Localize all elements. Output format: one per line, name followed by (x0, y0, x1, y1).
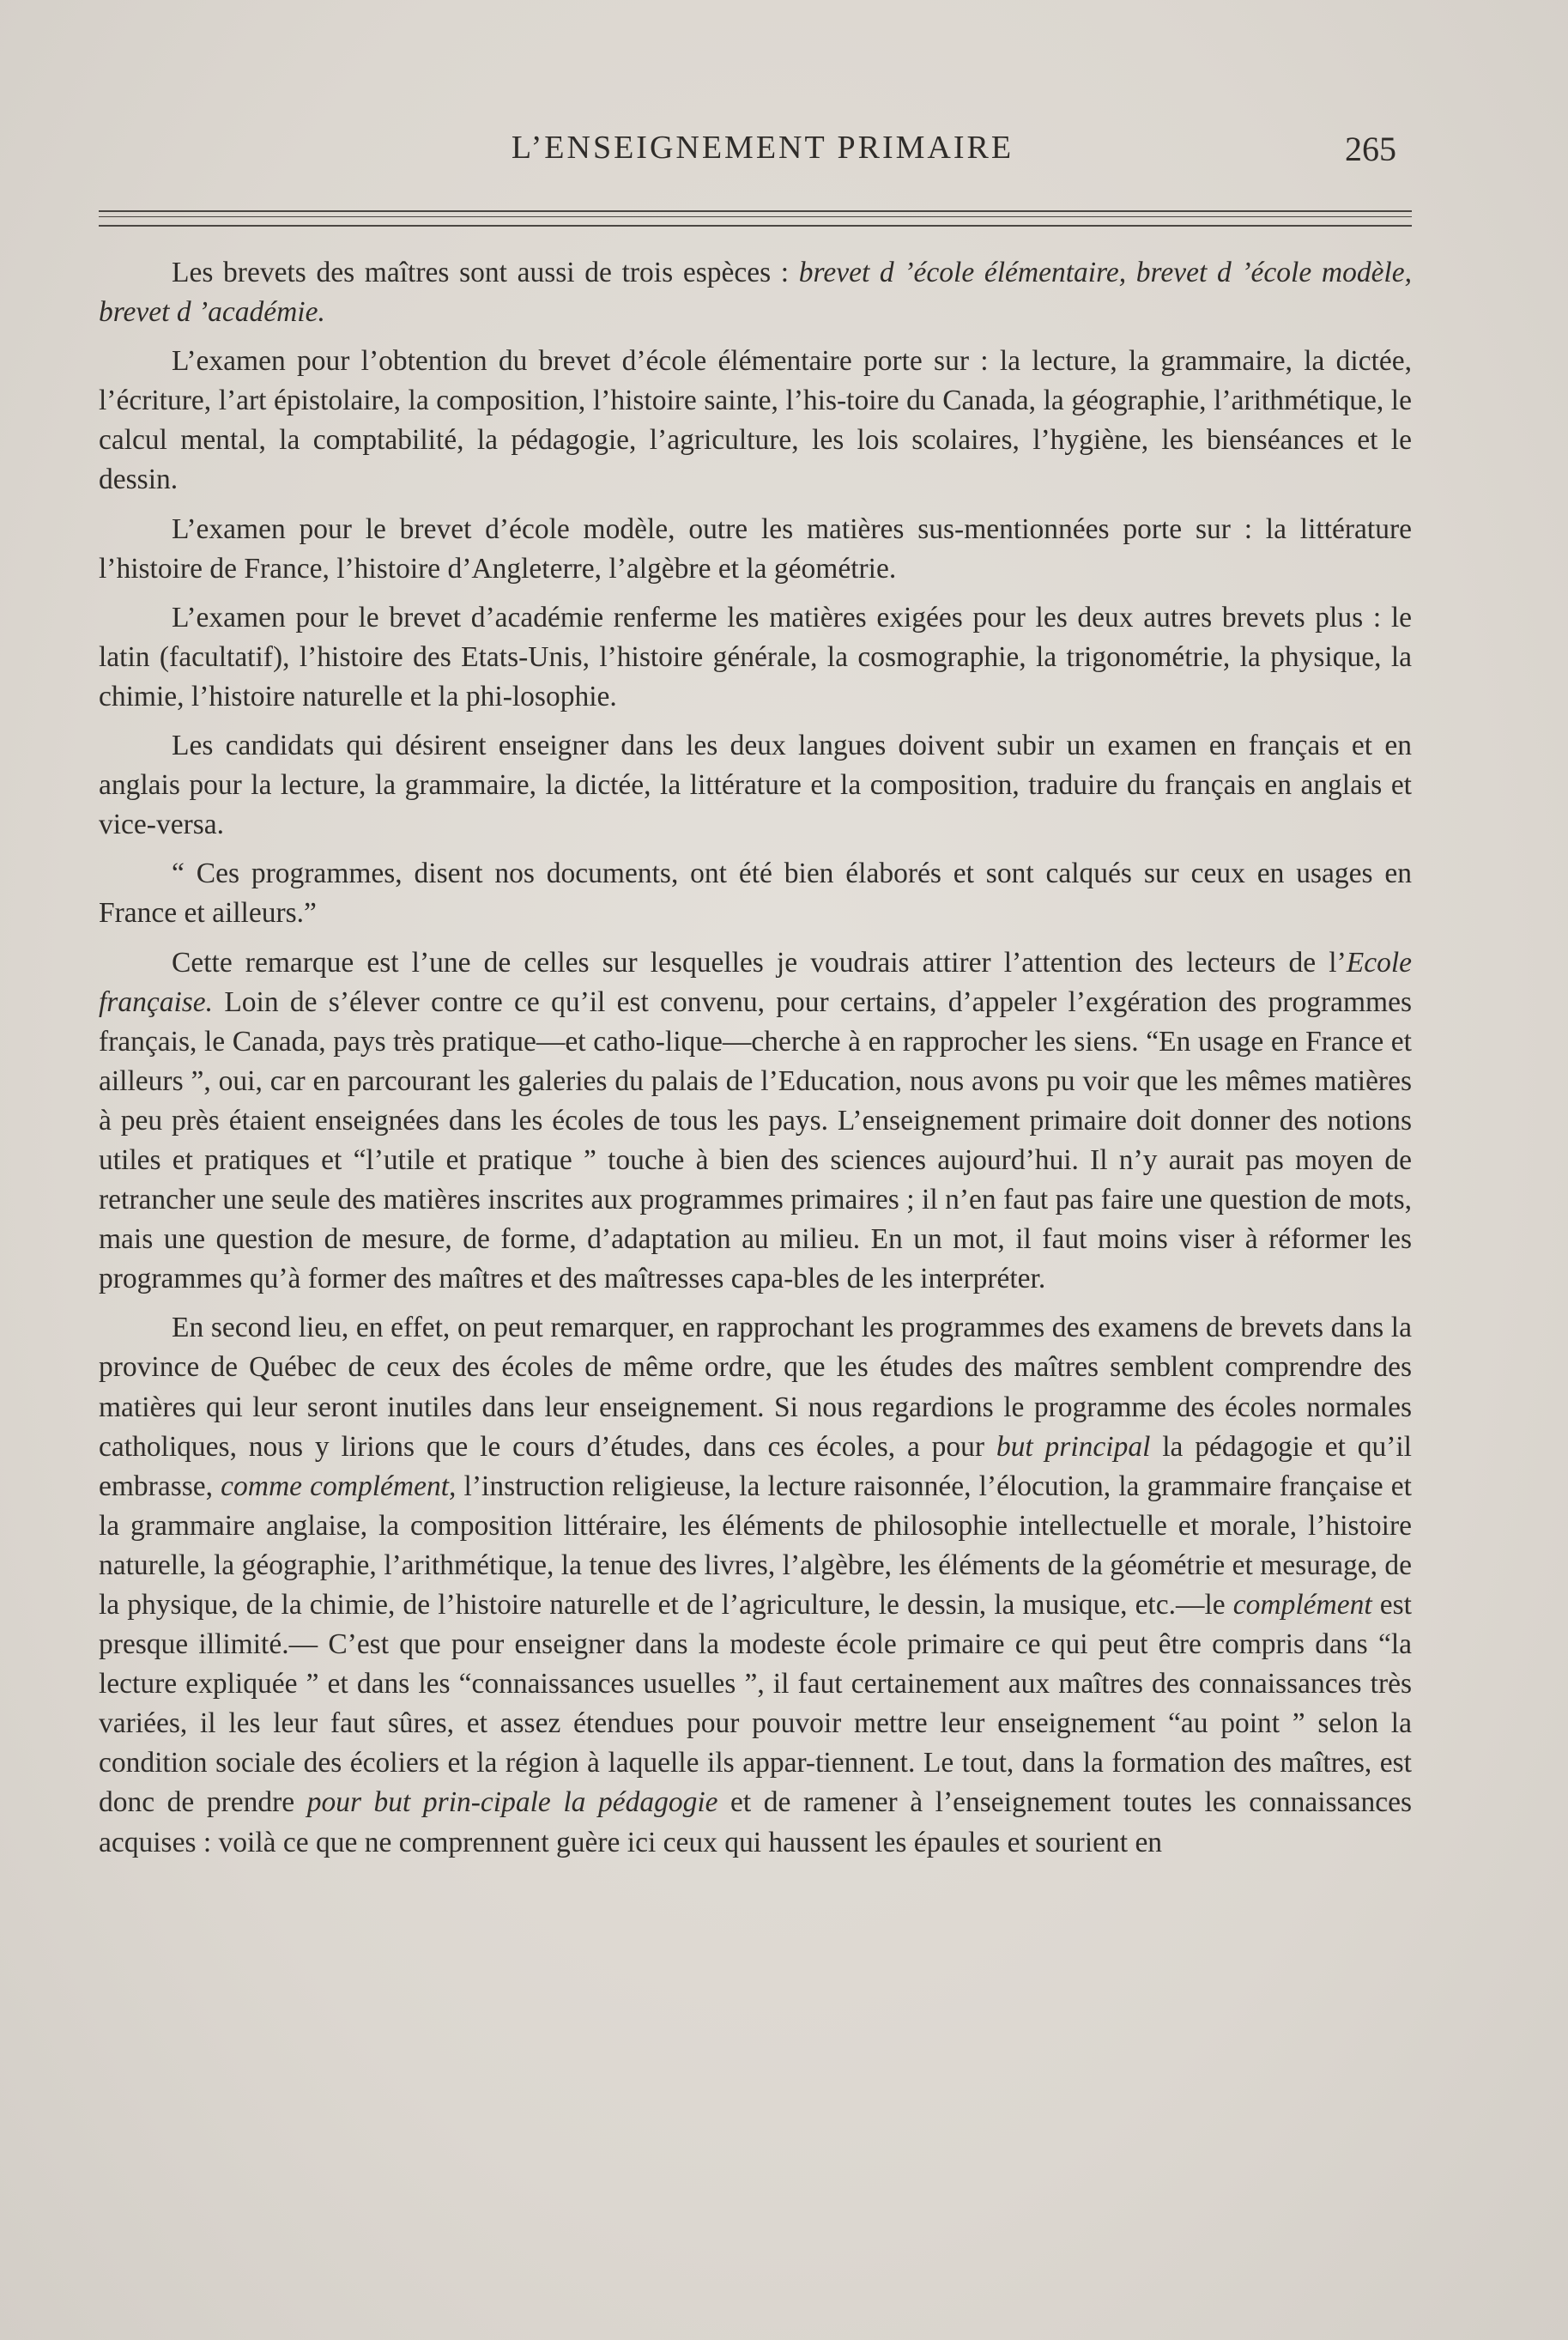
paragraph (99, 854, 1412, 933)
italic-text: comme complément, (221, 1470, 457, 1502)
paragraph-text: l’instruction religieuse, la lecture raisonnée, l’élocution, la grammaire française et la grammaire anglaise, la composition littéraire, les éléments de philosophie intellectuelle et morale, l’histoire naturelle, la géographie, l’arithmétique, la tenue des livres, l’algèbre, les éléments de la géométrie et mesurage, de la physique, de la chimie, de l’histoire naturelle et de l’agriculture, le dessin, la musique, etc.—le (99, 1470, 1412, 1621)
header-rule (99, 225, 1412, 227)
header-rule (99, 216, 1412, 217)
paragraph (99, 253, 1412, 332)
paragraph (99, 510, 1412, 589)
paragraph-text: Cette remarque est l’une de celles sur lesquelles je voudrais attirer l’attention des lecteurs de l’ (172, 946, 1347, 979)
italic-text: brevet d ’école élémentaire, brevet d ’école modèle, brevet d ’académie. (99, 257, 1412, 329)
paragraph-text: “ Ces programmes, disent nos documents, ont été bien élaborés et sont calqués sur ceux en usages en France et ailleurs.” (99, 858, 1412, 930)
page-number: 265 (1345, 130, 1396, 168)
paragraph (99, 1308, 1412, 1862)
paragraph-text: la pédagogie et qu’il embrasse, (99, 1430, 1412, 1502)
paragraph (99, 943, 1412, 1300)
paragraph-text: L’examen pour le brevet d’école modèle, outre les matières sus-mentionnées porte sur : la littérature l’histoire de France, l’histoire d’Angleterre, l’algèbre et la géométrie. (99, 512, 1412, 585)
body-text (99, 253, 1412, 1872)
italic-text: but principal (996, 1430, 1151, 1463)
italic-text: pour but prin-cipale la pédagogie (306, 1786, 718, 1819)
header-rule (99, 210, 1412, 212)
paragraph (99, 598, 1412, 717)
italic-text: Ecole française. (99, 946, 1412, 1018)
paragraph-text: L’examen pour l’obtention du brevet d’école élémentaire porte sur : la lecture, la grammaire, la dictée, l’écriture, l’art épistolaire, la composition, l’histoire sainte, l’his-toire du Canada, la géographie, l’arithmétique, le calcul mental, la comptabilité, la pédagogie, l’agriculture, les lois scolaires, l’hygiène, les bienséances et le dessin. (99, 345, 1412, 496)
paragraph-text: L’examen pour le brevet d’académie renferme les matières exigées pour les deux autres brevets plus : le latin (facultatif), l’histoire des Etats-Unis, l’histoire générale, la cosmographie, la trigonométrie, la physique, la chimie, l’histoire naturelle et la phi-losophie. (99, 601, 1412, 712)
paragraph-text: En second lieu, en effet, on peut remarquer, en rapprochant les programmes des examens de brevets dans la province de Québec de ceux des écoles de même ordre, que les études des maîtres semblent comprendre des matières qui leur seront inutiles dans leur enseignement. Si nous regardions le programme des écoles normales catholiques, nous y lirions que le cours d’études, dans ces écoles, a pour (99, 1312, 1412, 1463)
paragraph-text: Les candidats qui désirent enseigner dans les deux langues doivent subir un examen en français et en anglais pour la lecture, la grammaire, la dictée, la littérature et la composition, traduire du français en anglais et vice-versa. (99, 730, 1412, 841)
italic-text: complément (1232, 1589, 1372, 1621)
paragraph (99, 342, 1412, 500)
paragraph-text: et de ramener à l’enseignement toutes les connaissances acquises : voilà ce que ne comprennent guère ici ceux qui haussent les épaules et sourient en (99, 1786, 1412, 1858)
paragraph-text: est presque illimité.— C’est que pour enseigner dans la modeste école primaire ce qui peut être compris dans “la lecture expliquée ” et dans les “connaissances usuelles ”, il faut certainement aux maîtres des connaissances très variées, il les leur faut sûres, et assez étendues pour pouvoir mettre leur enseignement “au point ” selon la condition sociale des écoliers et la région à laquelle ils appar-tiennent. Le tout, dans la formation des maîtres, est donc de prendre (99, 1589, 1412, 1819)
page-header (94, 129, 1396, 180)
paragraph-text: Les brevets des maîtres sont aussi de trois espèces : (172, 257, 799, 288)
running-head: L’ENSEIGNEMENT PRIMAIRE (511, 130, 1014, 166)
paragraph-text: Loin de s’élever contre ce qu’il est convenu, pour certains, d’appeler l’exgération des programmes français, le Canada, pays très pratique—et catho-lique—cherche à en rapprocher les siens. “En usage en France et ailleurs ”, oui, car en parcourant les galeries du palais de l’Education, nous avons pu voir que les mêmes matières à peu près étaient enseignées dans les écoles de tous les pays. L’enseignement primaire doit donner des notions utiles et pratiques et “l’utile et pratique ” touche à bien des sciences aujourd’hui. Il n’y aurait pas moyen de retrancher une seule des matières inscrites aux programmes primaires ; il n’en faut pas faire une question de mots, mais une question de mesure, de forme, d’adaptation au milieu. En un mot, il faut moins viser à réformer les programmes qu’à former des maîtres et des maîtresses capa-bles de les interpréter. (99, 985, 1412, 1295)
paragraph (99, 726, 1412, 845)
